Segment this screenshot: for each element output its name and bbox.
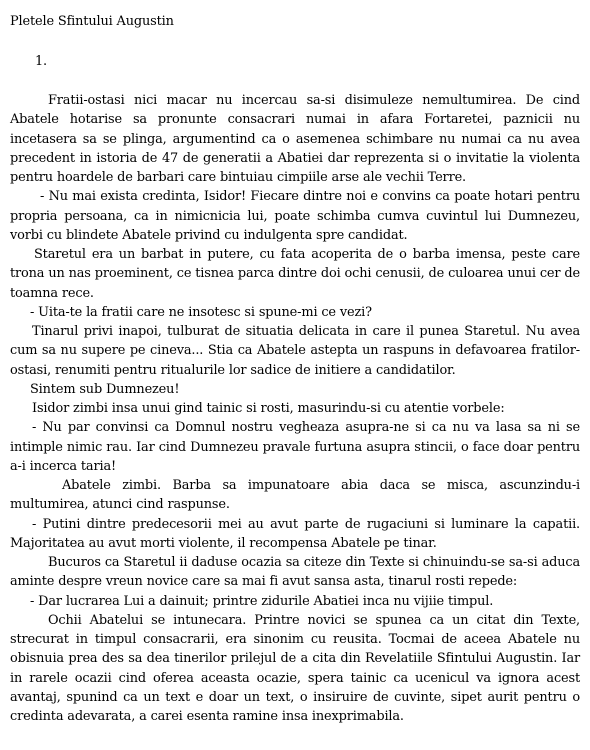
paragraph: - Nu mai exista credinta, Isidor! Fiecare dintre noi e convins ca poate hotari pentru propria persoana, ca in nimicnicia lui, poate schimba cumva cuvintul lui Dumnezeu, vorbi cu blindete Abatele privind cu indulgenta spre candidat. bbox=[10, 189, 580, 243]
paragraph: - Uita-te la fratii care ne insotesc si spune-mi ce vezi? bbox=[30, 304, 372, 320]
paragraph: Staretul era un barbat in putere, cu fata acoperita de o barba imensa, peste care trona un nas proeminent, ce tisnea parca dintre doi ochi cenusii, de culoarea unui cer de toamna rece. bbox=[10, 247, 580, 301]
paragraph: - Dar lucrarea Lui a dainuit; printre zidurile Abatiei inca nu vijiie timpul. bbox=[30, 593, 494, 609]
paragraph: Abatele zimbi. Barba sa impunatoare abia daca se misca, ascunzindu-i multumirea, atunci cind raspunse. bbox=[10, 478, 580, 513]
paragraph: Sintem sub Dumnezeu! bbox=[30, 381, 180, 397]
chapter-number: 1. bbox=[35, 54, 47, 69]
paragraph: Ochii Abatelui se intunecara. Printre novici se spunea ca un citat din Texte, strecurat in timpul consacrarii, era sinonim cu reusita. Tocmai de aceea Abatele nu obisnuia prea des sa dea tinerilor prilejul de a cita din Revelatiile Sfintului Augustin. Iar in rarele ocazii cind oferea aceasta ocazie, spera tainic ca ucenicul va ignora acest avantaj, spunind ca un text e doar un text, o insiruire de cuvinte, sipet aurit pentru o credinta adevarata, a carei esenta ramine insa inexprimabila. bbox=[10, 612, 580, 724]
paragraph: - Putini dintre predecesorii mei au avut parte de rugaciuni si luminare la capatii. Majoritatea au avut morti violente, il recompensa Abatele pe tinar. bbox=[10, 516, 580, 551]
document-title: Pletele Sfintului Augustin bbox=[10, 14, 174, 29]
document-page bbox=[10, 12, 580, 726]
paragraph: - Nu par convinsi ca Domnul nostru vegheaza asupra-ne si ca nu va lasa sa ni se intimple nimic rau. Iar cind Dumnezeu pravale furtuna asupra stincii, o face doar pentru a-i incerca taria! bbox=[10, 420, 580, 474]
paragraph: Tinarul privi inapoi, tulburat de situatia delicata in care il punea Staretul. Nu avea cum sa nu supere pe cineva... Stia ca Abatele astepta un raspuns in defavoarea fratilor-ostasi, renumiti pentru ritualurile lor sadice de initiere a candidatilor. bbox=[10, 324, 580, 378]
paragraph: Fratii-ostasi nici macar nu incercau sa-si disimuleze nemultumirea. De cind Abatele hotarise sa pronunte consacrari numai in afara Fortaretei, paznicii nu incetasera sa se plinga, argumentind ca o asemenea schimbare nu numai ca nu avea precedent in istoria de 47 de generatii a Abatiei dar reprezenta si o invitatie la violenta pentru hoardele de barbari care bintuiau cimpiile arse ale vechii Terre. bbox=[10, 93, 580, 185]
paragraph: Bucuros ca Staretul ii daduse ocazia sa citeze din Texte si chinuindu-se sa-si aduca aminte despre vreun novice care sa mai fi avut sansa asta, tinarul rosti repede: bbox=[10, 555, 580, 590]
paragraph: Isidor zimbi insa unui gind tainic si rosti, masurindu-si cu atentie vorbele: bbox=[32, 401, 505, 416]
